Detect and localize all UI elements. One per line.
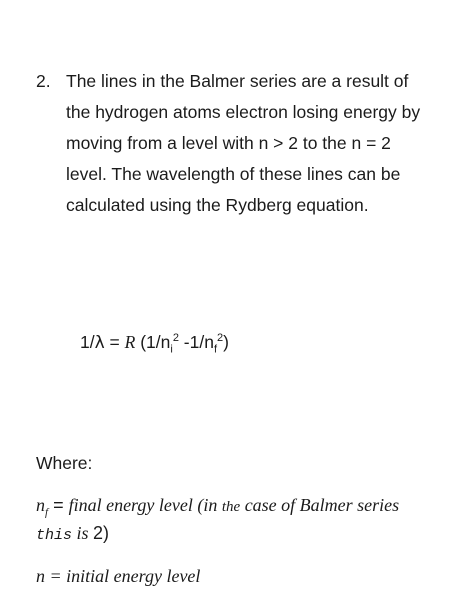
definition-nf (36, 492, 466, 549)
question-line: calculated using the Rydberg equation. (66, 195, 369, 215)
nf-text-c: is (72, 523, 94, 543)
nf-value: 2) (93, 523, 110, 543)
question-line: moving from a level with n > 2 to the n = 2 (66, 133, 391, 153)
nf-the: the (221, 499, 241, 515)
definition-line (36, 492, 466, 520)
nf-text-b: case of Balmer series (240, 495, 400, 515)
rydberg-constant: R (124, 332, 136, 352)
rydberg-equation (80, 330, 229, 355)
question-number: 2. (36, 71, 51, 91)
where-label: Where: (36, 453, 93, 473)
ni-text: n = initial energy level (36, 566, 201, 586)
nf-subscript: f (45, 506, 49, 519)
question-block (36, 66, 456, 221)
equation-mid: -1/n (178, 332, 214, 352)
superscript-2: 2 (217, 332, 224, 345)
nf-text-a: final energy level (in (68, 495, 222, 515)
nf-equals: = (48, 495, 69, 515)
nf-this: this (36, 527, 73, 544)
lambda-symbol: λ (94, 333, 105, 353)
superscript-2: 2 (172, 332, 179, 345)
question-text (66, 66, 456, 221)
question-line: The lines in the Balmer series are a result of (66, 71, 409, 91)
subscript-f: f (213, 343, 218, 356)
subscript-i: i (170, 343, 173, 356)
equation-equals: = (104, 332, 125, 352)
equation-lhs: 1/ (80, 332, 95, 352)
definition-ni-partial (36, 560, 456, 586)
definition-line (36, 520, 466, 549)
question-line: level. The wavelength of these lines can be (66, 164, 401, 184)
nf-symbol: n (36, 495, 45, 515)
equation-close: ) (223, 332, 229, 352)
question-line: the hydrogen atoms electron losing energy by (66, 102, 421, 122)
equation-open: (1/n (135, 332, 171, 352)
